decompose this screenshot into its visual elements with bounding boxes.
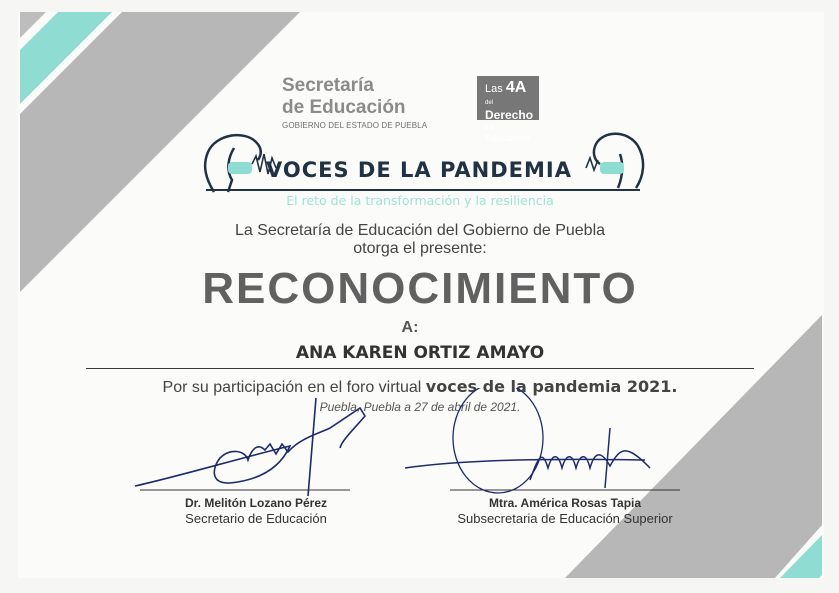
recipient-rule [86,368,754,369]
badge-ala: a la [485,125,496,131]
campaign-subtitle: El reto de la transformación y la resiliencia [286,193,554,208]
badge-derecho: Derecho [485,108,534,122]
signatory-1-role: Secretario de Educación [185,511,327,526]
right-mask-icon [600,162,624,174]
badge-del: del [485,100,494,106]
signatures-art [120,388,720,500]
to-label: A: [401,319,419,336]
award-title: RECONOCIMIENTO [202,264,638,313]
badge-educacion: Educación [485,133,531,143]
gobierno-label: GOBIERNO DEL ESTADO DE PUEBLA [282,121,428,130]
campaign-title: VOCES DE LA PANDEMIA [266,158,572,182]
signatory-2-role: Subsecretaria de Educación Superior [457,511,673,526]
participation-event: voces de la pandemia 2021. [425,377,678,396]
derecho-educacion-badge [477,76,539,143]
left-signature [135,398,365,496]
badge-las: Las [485,83,503,95]
secretaria-line1: Secretaría [282,75,374,96]
intro-line1: La Secretaría de Educación del Gobierno de Puebla [234,222,606,239]
left-mask-icon [228,162,252,174]
participation-prefix: Por su participación en el foro virtual [162,379,422,396]
secretaria-line2: de Educación [282,97,406,118]
intro-line2: otorga el presente: [353,240,487,257]
badge-4a: 4A [505,79,527,96]
right-head-icon [594,134,643,188]
signatory-1-name: Dr. Melitón Lozano Pérez [184,496,328,510]
signatory-2-name: Mtra. América Rosas Tapia [488,496,642,510]
place-date: Puebla, Puebla a 27 de abril de 2021. [319,400,521,414]
recipient-name: ANA KAREN ORTIZ AMAYO [295,343,545,363]
right-signature-loop [453,388,543,493]
